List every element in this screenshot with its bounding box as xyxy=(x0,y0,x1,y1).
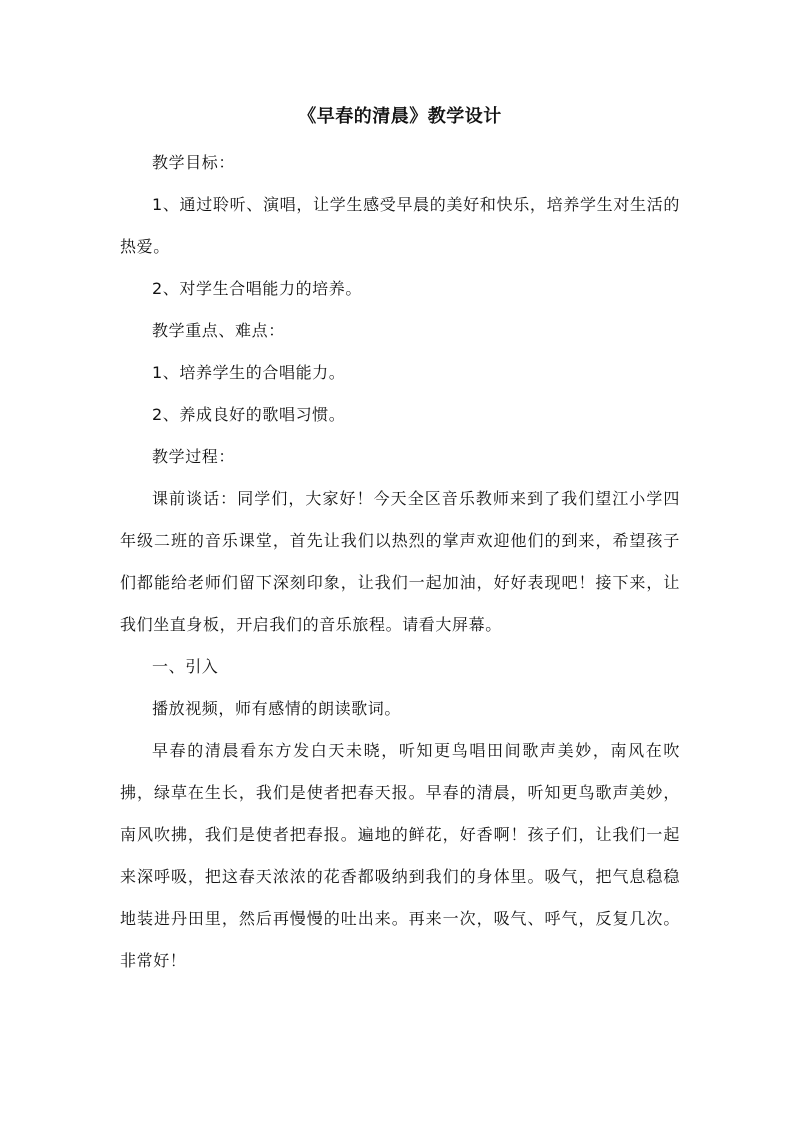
key-point-item-2: 2、养成良好的歌唱习惯。 xyxy=(152,405,346,424)
key-point-item-1: 1、培养学生的合唱能力。 xyxy=(152,363,346,382)
document-title: 《早春的清晨》教学设计 xyxy=(298,106,502,127)
goal-item-2: 2、对学生合唱能力的培养。 xyxy=(152,279,362,298)
pre-class-talk-paragraph: 课前谈话：同学们，大家好！今天全区音乐教师来到了我们望江小学四年级二班的音乐课堂，首先让我们以热烈的掌声欢迎他们的到来，希望孩子们都能给老师们留下深刻印象，让我们一起加油，好好表现吧！接下来，让我们坐直身板，开启我们的音乐旅程。请看大屏幕。 xyxy=(120,489,680,634)
section-heading-introduction: 一、引入 xyxy=(152,657,219,676)
heading-key-points: 教学重点、难点： xyxy=(152,321,285,340)
heading-teaching-process: 教学过程： xyxy=(152,447,236,466)
goal-item-1: 1、通过聆听、演唱，让学生感受早晨的美好和快乐，培养学生对生活的热爱。 xyxy=(120,195,680,256)
video-instruction-paragraph: 播放视频，师有感情的朗读歌词。 xyxy=(152,699,402,718)
lyrics-reading-paragraph: 早春的清晨看东方发白天未晓，听知更鸟唱田间歌声美妙，南风在吹拂，绿草在生长，我们是使者把春天报。早春的清晨，听知更鸟歌声美妙，南风吹拂，我们是使者把春报。遍地的鲜花，好香啊！孩子们，让我们一起来深呼吸，把这春天浓浓的花香都吸纳到我们的身体里。吸气，把气息稳稳地装进丹田里，然后再慢慢的吐出来。再来一次，吸气、呼气，反复几次。非常好！ xyxy=(120,741,680,970)
heading-teaching-goals: 教学目标： xyxy=(152,153,236,172)
document-body xyxy=(120,100,680,982)
